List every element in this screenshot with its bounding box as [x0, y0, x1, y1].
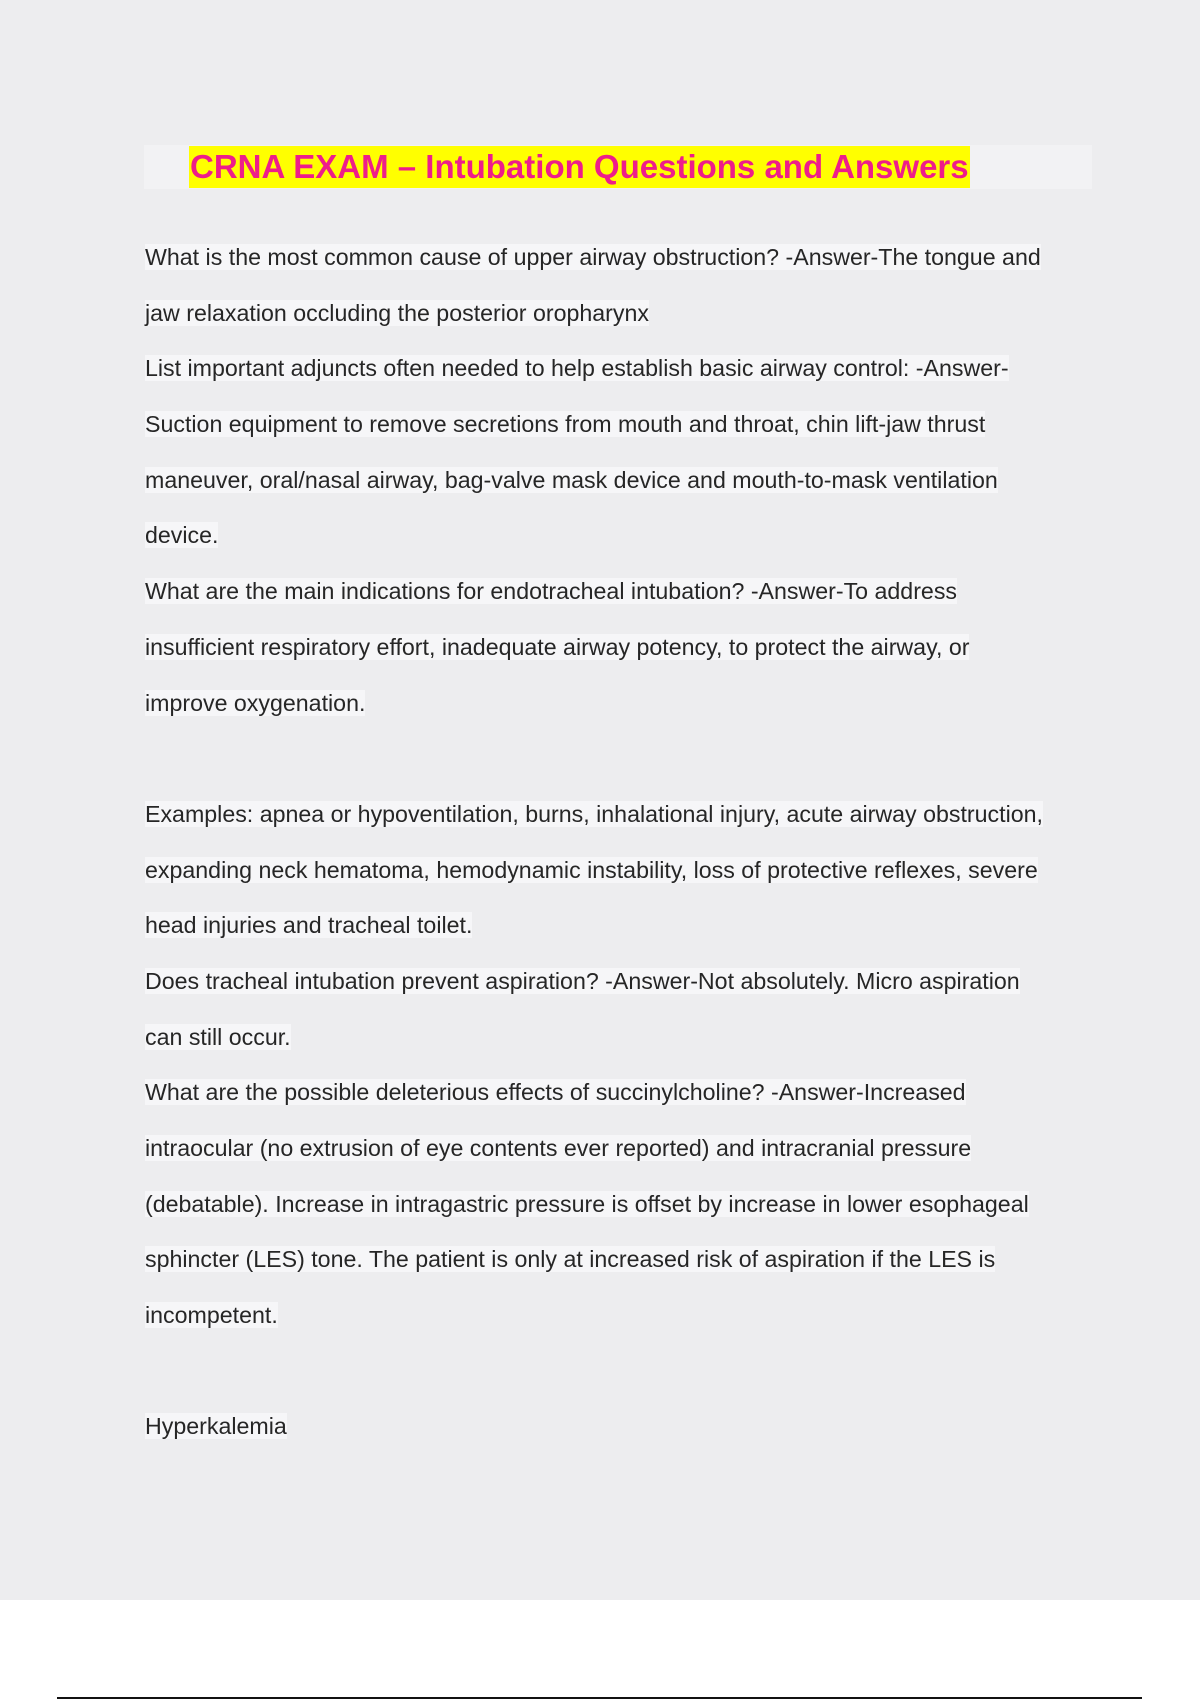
text-line: What is the most common cause of upper airway obstruction? -Answer-The tongue and [145, 244, 1041, 270]
qa-item-2 [145, 341, 1095, 564]
text-line: can still occur. [145, 1023, 291, 1050]
qa-item-4 [145, 954, 1095, 1065]
document-body [145, 230, 1095, 1455]
page-divider [57, 1697, 1142, 1699]
qa-item-1 [145, 230, 1095, 341]
blank-line [145, 731, 1095, 787]
text-line: Suction equipment to remove secretions from mouth and throat, chin lift-jaw thrust [145, 411, 986, 438]
document-title: CRNA EXAM – Intubation Questions and Answers [189, 146, 970, 188]
text-line: sphincter (LES) tone. The patient is only at increased risk of aspiration if the LES is [145, 1246, 996, 1273]
text-line: jaw relaxation occluding the posterior oropharynx [145, 299, 649, 326]
text-line: List important adjuncts often needed to help establish basic airway control: -Answer- [145, 355, 1009, 382]
text-line: What are the main indications for endotracheal intubation? -Answer-To address [145, 578, 958, 605]
text-line: insufficient respiratory effort, inadequate airway potency, to protect the airway, or [145, 633, 970, 660]
text-line: expanding neck hematoma, hemodynamic instability, loss of protective reflexes, severe [145, 856, 1038, 883]
text-line: maneuver, oral/nasal airway, bag-valve mask device and mouth-to-mask ventilation [145, 466, 998, 493]
text-line: Examples: apnea or hypoventilation, burns, inhalational injury, acute airway obstruction, [145, 800, 1043, 827]
text-line: device. [145, 522, 219, 549]
blank-line [145, 1344, 1095, 1400]
qa-item-5 [145, 1065, 1095, 1455]
text-line: (debatable). Increase in intragastric pressure is offset by increase in lower esophageal [145, 1190, 1029, 1217]
text-line: Hyperkalemia [145, 1413, 287, 1440]
text-line: incompetent. [145, 1302, 278, 1329]
text-line: improve oxygenation. [145, 689, 366, 716]
text-line: head injuries and tracheal toilet. [145, 912, 473, 939]
qa-item-3 [145, 564, 1095, 954]
text-line: Does tracheal intubation prevent aspiration? -Answer-Not absolutely. Micro aspiration [145, 967, 1020, 994]
text-line: What are the possible deleterious effects of succinylcholine? -Answer-Increased [145, 1079, 966, 1106]
text-line: intraocular (no extrusion of eye contents ever reported) and intracranial pressure [145, 1135, 972, 1161]
